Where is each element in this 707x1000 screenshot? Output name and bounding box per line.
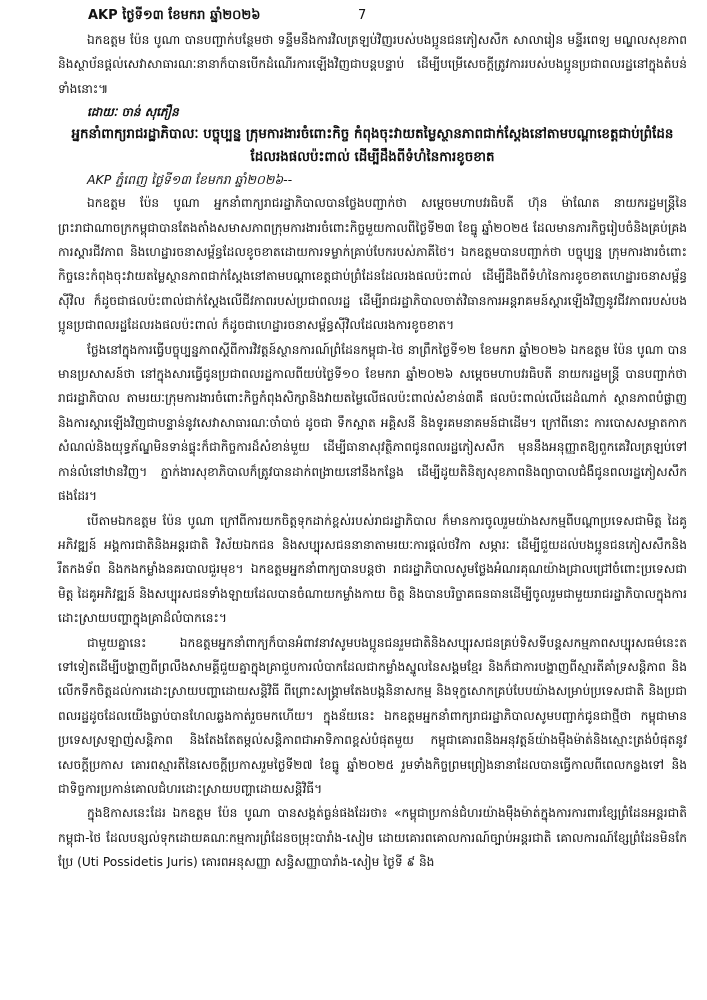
intro-paragraph: ឯកឧត្តម ប៉ែន បូណា បានបញ្ជាក់បន្ថែមថា ទន្ទឹមនឹងការវិលត្រឡប់វិញរបស់បងប្អូនជនភៀសសឹក សាលារៀន មន្ទីរពេទ្យ មណ្ឌលសុខភាព និងស្ថាប័នផ្តល់សេវាសាធារណៈនានាក៏បានបើកដំណើរការឡើងវិញជាបន្តបន្ទាប់ ដើម្បីបម្រើសេចក្តីត្រូវការរបស់បងប្អូនប្រជាពលរដ្ឋនៅក្នុងតំបន់ទាំងនោះ៕ bbox=[58, 33, 687, 96]
page-number: 7 bbox=[358, 8, 367, 23]
body-paragraph-4: ជាមួយគ្នានេះ ឯកឧត្តមអ្នកនាំពាក្យក៏បានអំពាវនាវសូមបងប្អូនជនរួមជាតិនិងសប្បុរសជនគ្រប់ទិសទីបន្តសកម្មភាពសប្បុរសធម៌នេះតទៅទៀតដើម្បីបង្ហាញពីព្រលឹងសាមគ្គីជួយគ្នាក្នុងគ្រាជួបការលំបាកដែលជាកម្លាំងស្នូលនៃសង្គមខ្មែរ និងក៏ជាការបង្ហាញពីស្មារតីគាំទ្រសន្តិភាព និងលើកទឹកចិត្តដល់ការដោះស្រាយបញ្ហាដោយសន្តិវិធី ពីព្រោះសង្គ្រាមតែងបង្កនិនាសកម្ម និងទុក្ខសោកគ្រប់បែបយ៉ាងសម្រាប់ប្រទេសជាតិ និងប្រជាពលរដ្ឋដូចដែលយើងធ្លាប់បានហែលឆ្លងកាត់រួចមកហើយ។ ក្នុងន័យនេះ ឯកឧត្តមអ្នកនាំពាក្យរាជរដ្ឋាភិបាលសូមបញ្ជាក់ជូនជាថ្មីថា កម្ពុជាមានប្រទេសស្រឡាញ់សន្តិភាព និងតែងតែតម្កល់សន្តិភាពជាអាទិភាពខ្ពស់បំផុតមួយ កម្ពុជាគោរពនិងអនុវត្តន៍យ៉ាងម៉ឹងម៉ាត់និងស្មោះត្រង់បំផុតនូវសេចក្តីប្រកាស គោរពស្មារតីនៃសេចក្តីប្រកាសរួមថ្ងៃទី២៧ ខែធ្នូ ឆ្នាំ២០២៥ រួមទាំងកិច្ចព្រមព្រៀងនានាដែលបានធ្វើកាលពីពេលកន្លងទៅ និងជាទិច្ចការប្រកាន់គោលជំហរដោះស្រាយបញ្ហាដោយសន្តិវិធី។ bbox=[58, 635, 687, 796]
body-paragraph-3: បើតាមឯកឧត្តម ប៉ែន បូណា ក្រៅពីការយកចិត្តទុកដាក់ខ្ពស់របស់រាជរដ្ឋាភិបាល ក៏មានការចូលរួមយ៉ាងសកម្មពីបណ្តាប្រទេសជាមិត្ត ដៃគូអភិវឌ្ឍន៍ អង្គការជាតិនិងអន្តរជាតិ វិស័យឯកជន និងសប្បុរសជននានាតាមរយៈការផ្តល់ថវិកា សម្ភារៈ ដើម្បីជួយដល់បងប្អូនជនភៀសសឹកនិងរឹតកងទ័ព និងកងកម្លាំងនគរបាលជួរមុខ។ ឯកឧត្តមអ្នកនាំពាក្យបានបន្តថា រាជរដ្ឋាភិបាលសូមថ្លែងអំណរគុណយ៉ាងជ្រាលជ្រៅចំពោះប្រទេសជាមិត្ត ដៃគូអភិវឌ្ឍន៍ និងសប្បុរសជនទាំងឡាយដែលបានចំណាយកម្លាំងកាយ ចិត្ត និងបានបរិច្ចាគធនធានដើម្បីចូលរួមជាមួយរាជរដ្ឋាភិបាលក្នុងការដោះស្រាយបញ្ហាក្នុងគ្រាដ៏លំបាកនេះ។ bbox=[58, 513, 687, 626]
body-paragraph-1: ឯកឧត្តម ប៉ែន បូណា អ្នកនាំពាក្យរាជរដ្ឋាភិបាលបានថ្លែងបញ្ជាក់ថា សម្តេចមហាបវរធិបតី ហ៊ុន ម៉ាណែត នាយករដ្ឋមន្ត្រីនៃព្រះរាជាណាចក្រកម្ពុជាបានតែងតាំងសមាសភាពក្រុមការងារចំពោះកិច្ចមួយកាលពីថ្ងៃទី២៣ ខែធ្នូ ឆ្នាំ២០២៥ ដែលមានភារកិច្ចរៀបចំនិងគ្រប់គ្រងការស្តារជីវភាព និងហេដ្ឋារចនាសម្ព័ន្ធដែលខូចខាតដោយការទម្លាក់គ្រាប់បែករបស់ភាគីថៃ។ ឯកឧត្តមបានបញ្ជាក់ថា បច្ចុប្បន្ន ក្រុមការងារចំពោះកិច្ចនេះកំពុងចុះវាយតម្លៃស្ថានភាពជាក់ស្តែងនៅតាមបណ្តាខេត្តជាប់ព្រំដែនដែលរងផលប៉ះពាល់ ដើម្បីដឹងពីទំហំនៃការខូចខាតហេដ្ឋារចនាសម្ព័ន្ធស៊ីវិល ក៏ដូចជាផលប៉ះពាល់ជាក់ស្តែងលើជីវភាពរបស់ប្រជាពលរដ្ឋ ដើម្បីរាជរដ្ឋាភិបាលចាត់វិធានការអន្តរាគមន៍ស្តារឡើងវិញនូវជីវភាពរបស់បងប្អូនប្រជាពលរដ្ឋដែលរងផលប៉ះពាល់ ក៏ដូចជាហេដ្ឋារចនាសម្ព័ន្ធស៊ីវិលដែលរងការខូចខាត។ bbox=[58, 196, 687, 333]
body-paragraph-5: ក្នុងឱកាសនេះដែរ ឯកឧត្តម ប៉ែន បូណា បានសង្កត់ធ្ងន់ផងដែរថា៖ «កម្ពុជាប្រកាន់ជំហរយ៉ាងម៉ឹងម៉ាត់ក្នុងការការពារខ្សែព្រំដែនអន្តរជាតិកម្ពុជា-ថៃ ដែលបន្សល់ទុកដោយគណៈកម្មការព្រំដែនចម្រុះបារាំង-សៀម ដោយគោរពគោលការណ៍ច្បាប់អន្តរជាតិ គោលការណ៍ខ្សែព្រំដែនមិនកែប្រែ (Uti Possidetis Juris) គោរពអនុសញ្ញា សន្ធិសញ្ញាបារាំង-សៀម ថ្ងៃទី ៩ និង bbox=[58, 806, 687, 870]
page-header bbox=[58, 0, 687, 28]
body-paragraph-2: ថ្លែងនៅក្នុងការធ្វើបច្ចុប្បន្នភាពស្តីពីការវិវត្តន៍ស្ថានការណ៍ព្រំដែនកម្ពុជា-ថៃ នាព្រឹកថ្ងៃទី១២ ខែមករា ឆ្នាំ២០២៦ ឯកឧត្តម ប៉ែន បូណា បានមានប្រសាសន៍ថា នៅក្នុងសារធ្វើជូនប្រជាពលរដ្ឋកាលពីយប់ថ្ងៃទី១០ ខែមករា ឆ្នាំ២០២៦ សម្តេចមហាបវរធិបតី នាយករដ្ឋមន្ត្រី បានបញ្ជាក់ថា រាជរដ្ឋាភិបាល តាមរយៈក្រុមការងារចំពោះកិច្ចកំពុងសិក្សានិងវាយតម្លៃលើផលប៉ះពាល់សំខាន់៣គឺ ផលប៉ះពាល់លើដេដំណាក់ ស្ថានភាពបំផ្លាញ និងការស្តារឡើងវិញជាបន្ទាន់នូវសេវាសាធារណៈចាំបាច់ ដូចជា ទឹកស្អាត អគ្គិសនី និងទូរគមនាគមន៍ជាដើម។ ក្រៅពីនោះ ការបោសសម្អាតកាកសំណល់និងយុទ្ធភ័ណ្ឌមិនទាន់ផ្ទុះក៏ជាកិច្ចការដ៏សំខាន់មួយ ដើម្បីធានាសុវត្ថិភាពជូនពលរដ្ឋភៀសសឹក មុននឹងអនុញ្ញាតឱ្យពួកគេវិលត្រឡប់ទៅកាន់លំនៅឋានវិញ។ ភ្នាក់ងារសុខាភិបាលក៏ត្រូវបានដាក់ពង្រាយនៅនឹងកន្លែង ដើម្បីដូយតិនិត្យសុខភាពនិងព្យាបាលជំងឺជូនពលរដ្ឋភៀសសឹកផងដែរ។ bbox=[58, 342, 687, 504]
article-headline: អ្នកនាំពាក្យរាជរដ្ឋាភិបាលៈ បច្ចុប្បន្ន ក្រុមការងារចំពោះកិច្ច កំពុងចុះវាយតម្លៃស្ថានភាពជាក់ស្តែងនៅតាមបណ្តាខេត្តជាប់ព្រំដែនដែលរងផលប៉ះពាល់ ដើម្បីដឹងពីទំហំនៃការខូចខាត bbox=[71, 127, 674, 166]
dateline: AKP ភ្នំពេញ ថ្ងៃទី១៣ ខែមករា ឆ្នាំ២០២៦-- bbox=[87, 172, 293, 188]
header-label: AKP ថ្ងៃទី១៣ ខែមករា ឆ្នាំ២០២៦ bbox=[88, 8, 261, 23]
byline: ដោយៈ ចាន់ សុភឿន bbox=[87, 105, 179, 120]
